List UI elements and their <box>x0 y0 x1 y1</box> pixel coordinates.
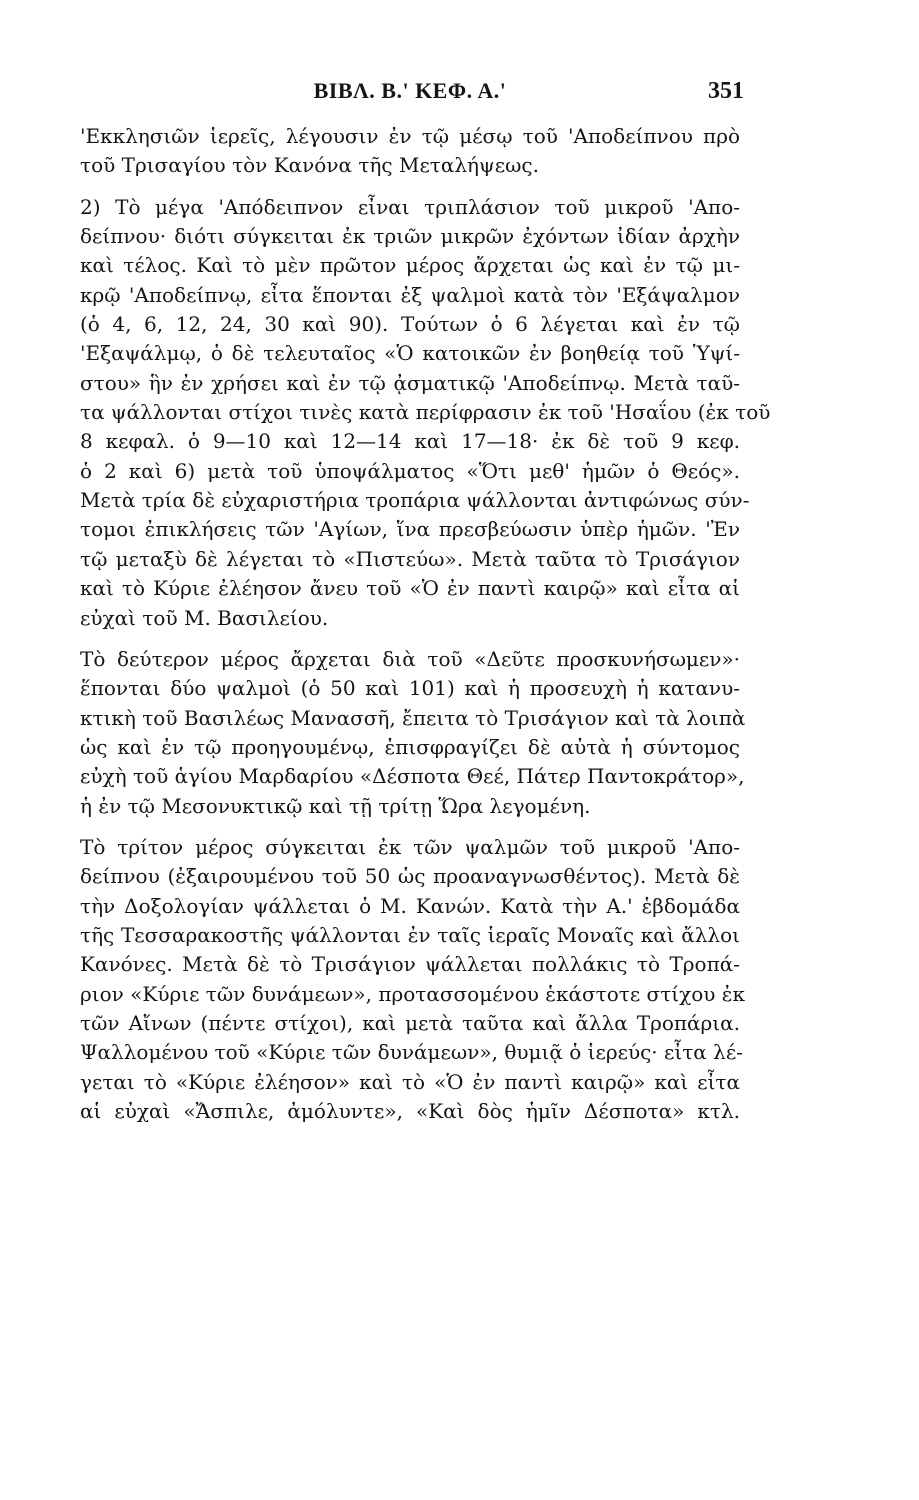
text-line: δείπνου (ἐξαιρουμένου τοῦ 50 ὡς προαναγνωσθέντος). Μετὰ δὲ <box>80 864 740 889</box>
text-line: τῷ μεταξὺ δὲ λέγεται τὸ «Πιστεύω». Μετὰ ταῦτα τὸ Τρισάγιον <box>80 546 740 571</box>
text-line: γεται τὸ «Κύριε ἐλέησον» καὶ τὸ «Ὁ ἐν παντὶ καιρῷ» καὶ εἶτα <box>80 1069 740 1094</box>
text-line: τοῦ Τρισαγίου τὸν Κανόνα τῆς Μεταλήψεως. <box>80 153 539 178</box>
text-line: (ὁ 4, 6, 12, 24, 30 καὶ 90). Τούτων ὁ 6 λέγεται καὶ ἐν τῷ <box>80 312 740 337</box>
text-line: Κανόνες. Μετὰ δὲ τὸ Τρισάγιον ψάλλεται πολλάκις τὸ Τροπά- <box>80 952 740 977</box>
text-line: αἱ εὐχαὶ «Ἄσπιλε, ἀμόλυντε», «Καὶ δὸς ἡμῖν Δέσποτα» κτλ. <box>80 1099 740 1123</box>
running-head: ΒΙΒΛ. Β.' ΚΕΦ. Α.' <box>313 78 507 103</box>
paragraph-gap <box>80 821 740 833</box>
text-line: τα ψάλλονται στίχοι τινὲς κατὰ περίφρασιν ἐκ τοῦ 'Ησαΐου (ἐκ τοῦ <box>80 400 771 425</box>
text-line: ἕπονται δύο ψαλμοὶ (ὁ 50 καὶ 101) καὶ ἡ προσευχὴ ἡ κατανυ- <box>80 676 740 701</box>
paragraph-gap <box>80 181 740 193</box>
text-line: τῶν Αἴνων (πέντε στίχοι), καὶ μετὰ ταῦτα καὶ ἄλλα Τροπάρια. <box>80 1010 740 1035</box>
text-line: 8 κεφαλ. ὁ 9—10 καὶ 12—14 καὶ 17—18· ἐκ δὲ τοῦ 9 κεφ. <box>80 429 740 454</box>
text-line: Μετὰ τρία δὲ εὐχαριστήρια τροπάρια ψάλλονται ἀντιφώνως σύν- <box>80 488 750 513</box>
text-line: καὶ τὸ Κύριε ἐλέησον ἄνευ τοῦ «Ὁ ἐν παντὶ καιρῷ» καὶ εἶτα αἱ <box>80 576 740 601</box>
body-text <box>80 122 771 1126</box>
page-number: 351 <box>708 78 744 104</box>
text-line: 'Εκκλησιῶν ἱερεῖς, λέγουσιν ἐν τῷ μέσῳ τοῦ 'Αποδείπνου πρὸ <box>80 124 740 148</box>
text-line: εὐχὴ τοῦ ἁγίου Μαρδαρίου «Δέσποτα Θεέ, Πάτερ Παντοκράτορ», <box>80 764 745 789</box>
text-line: ὡς καὶ ἐν τῷ προηγουμένῳ, ἐπισφραγίζει δὲ αὐτὰ ἡ σύντομος <box>80 734 740 759</box>
text-line: τῆς Τεσσαρακοστῆς ψάλλονται ἐν ταῖς ἱεραῖς Μοναῖς καὶ ἄλλοι <box>80 922 740 947</box>
text-line: καὶ τέλος. Καὶ τὸ μὲν πρῶτον μέρος ἄρχεται ὡς καὶ ἐν τῷ μι- <box>80 253 740 278</box>
text-line: 'Εξαψάλμῳ, ὁ δὲ τελευταῖος «Ὁ κατοικῶν ἐν βοηθείᾳ τοῦ Ὑψί- <box>80 341 740 366</box>
text-line: ριον «Κύριε τῶν δυνάμεων», προτασσομένου ἑκάστοτε στίχου ἐκ <box>80 981 746 1006</box>
text-line: ἡ ἐν τῷ Μεσονυκτικῷ καὶ τῇ τρίτῃ Ὥρα λεγομένη. <box>80 793 591 818</box>
text-line: στου» ἣν ἐν χρήσει καὶ ἐν τῷ ᾀσματικῷ 'Αποδείπνῳ. Μετὰ ταῦ- <box>80 370 740 395</box>
text-line: Ψαλλομένου τοῦ «Κύριε τῶν δυνάμεων», θυμιᾷ ὁ ἱερεύς· εἶτα λέ- <box>80 1040 743 1065</box>
text-line: δείπνου· διότι σύγκειται ἐκ τριῶν μικρῶν ἐχόντων ἰδίαν ἀρχὴν <box>80 224 740 249</box>
text-line: κρῷ 'Αποδείπνῳ, εἶτα ἕπονται ἐξ ψαλμοὶ κατὰ τὸν 'Εξάψαλμον <box>80 282 740 307</box>
text-line: Τὸ δεύτερον μέρος ἄρχεται διὰ τοῦ «Δεῦτε προσκυνήσωμεν»· <box>80 646 740 671</box>
text-line: τὴν Δοξολογίαν ψάλλεται ὁ Μ. Κανών. Κατὰ τὴν Α.' ἑβδομάδα <box>80 893 740 918</box>
text-line: 2) Τὸ μέγα 'Απόδειπνον εἶναι τριπλάσιον τοῦ μικροῦ 'Απο- <box>80 194 740 219</box>
paragraph-gap <box>80 633 740 645</box>
text-line: κτικὴ τοῦ Βασιλέως Μανασσῆ, ἔπειτα τὸ Τρισάγιον καὶ τὰ λοιπὰ <box>80 705 746 730</box>
text-line: ὁ 2 καὶ 6) μετὰ τοῦ ὑποψάλματος «Ὅτι μεθ' ἡμῶν ὁ Θεός». <box>80 458 740 483</box>
text-line: τομοι ἐπικλήσεις τῶν 'Αγίων, ἵνα πρεσβεύωσιν ὑπὲρ ἡμῶν. 'Ἐν <box>80 517 740 542</box>
text-line: Τὸ τρίτον μέρος σύγκειται ἐκ τῶν ψαλμῶν τοῦ μικροῦ 'Απο- <box>80 834 740 859</box>
text-line: εὐχαὶ τοῦ Μ. Βασιλείου. <box>80 605 329 630</box>
page-header <box>80 78 744 118</box>
